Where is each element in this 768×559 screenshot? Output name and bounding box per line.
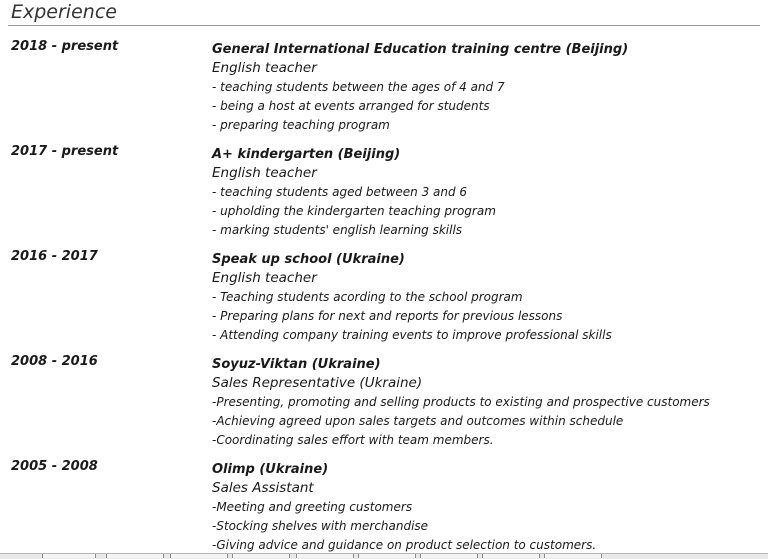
- entry-period: 2018 - present: [11, 39, 119, 54]
- entry-duty: - being a host at events arranged for students: [212, 99, 490, 113]
- strip-segment: [482, 554, 540, 558]
- entry-period: 2008 - 2016: [11, 354, 98, 369]
- strip-segment: [170, 554, 228, 558]
- entry-duty: - Teaching students acording to the school program: [212, 290, 523, 304]
- entry-role: English teacher: [212, 60, 317, 76]
- entry-organization: Speak up school (Ukraine): [212, 252, 405, 267]
- entry-duty: - Attending company training events to improve professional skills: [212, 328, 612, 342]
- entry-period: 2005 - 2008: [11, 459, 98, 474]
- entry-duty: -Presenting, promoting and selling products to existing and prospective customers: [212, 395, 710, 409]
- section-title: Experience: [11, 1, 117, 23]
- entry-duty: -Giving advice and guidance on product selection to customers.: [212, 538, 597, 552]
- entry-organization: A+ kindergarten (Beijing): [212, 147, 401, 162]
- entry-duty: -Meeting and greeting customers: [212, 500, 413, 514]
- strip-segment: [358, 554, 416, 558]
- entry-period: 2016 - 2017: [11, 249, 98, 264]
- entry-organization: Soyuz-Viktan (Ukraine): [212, 357, 381, 372]
- entry-duty: - teaching students aged between 3 and 6: [212, 185, 468, 199]
- strip-segment: [106, 554, 164, 558]
- entry-duty: - Preparing plans for next and reports for previous lessons: [212, 309, 563, 323]
- entry-period: 2017 - present: [11, 144, 119, 159]
- entry-role: Sales Representative (Ukraine): [212, 375, 423, 391]
- entry-duty: -Coordinating sales effort with team members.: [212, 433, 494, 447]
- entry-role: English teacher: [212, 270, 317, 286]
- strip-segment: [420, 554, 478, 558]
- entry-body: [212, 251, 762, 345]
- entry-role: English teacher: [212, 165, 317, 181]
- entry-duty: -Stocking shelves with merchandise: [212, 519, 429, 533]
- section-divider: [8, 25, 760, 26]
- entry-duty: - preparing teaching program: [212, 118, 390, 132]
- entry-organization: Olimp (Ukraine): [212, 462, 329, 477]
- entry-duty: - teaching students between the ages of 4 and 7: [212, 80, 505, 94]
- entry-duty: - upholding the kindergarten teaching program: [212, 204, 496, 218]
- entry-duty: - marking students' english learning skills: [212, 223, 463, 237]
- strip-segment: [544, 554, 602, 558]
- entry-body: [212, 461, 762, 555]
- entry-body: [212, 356, 762, 450]
- strip-segment: [232, 554, 290, 558]
- entry-role: Sales Assistant: [212, 480, 314, 496]
- entry-body: [212, 41, 762, 135]
- strip-segment: [296, 554, 354, 558]
- entry-body: [212, 146, 762, 240]
- strip-segment: [42, 554, 96, 558]
- entry-organization: General International Education training centre (Beijing): [212, 42, 629, 57]
- entry-duty: -Achieving agreed upon sales targets and outcomes within schedule: [212, 414, 624, 428]
- bottom-edge-strip: [0, 553, 768, 559]
